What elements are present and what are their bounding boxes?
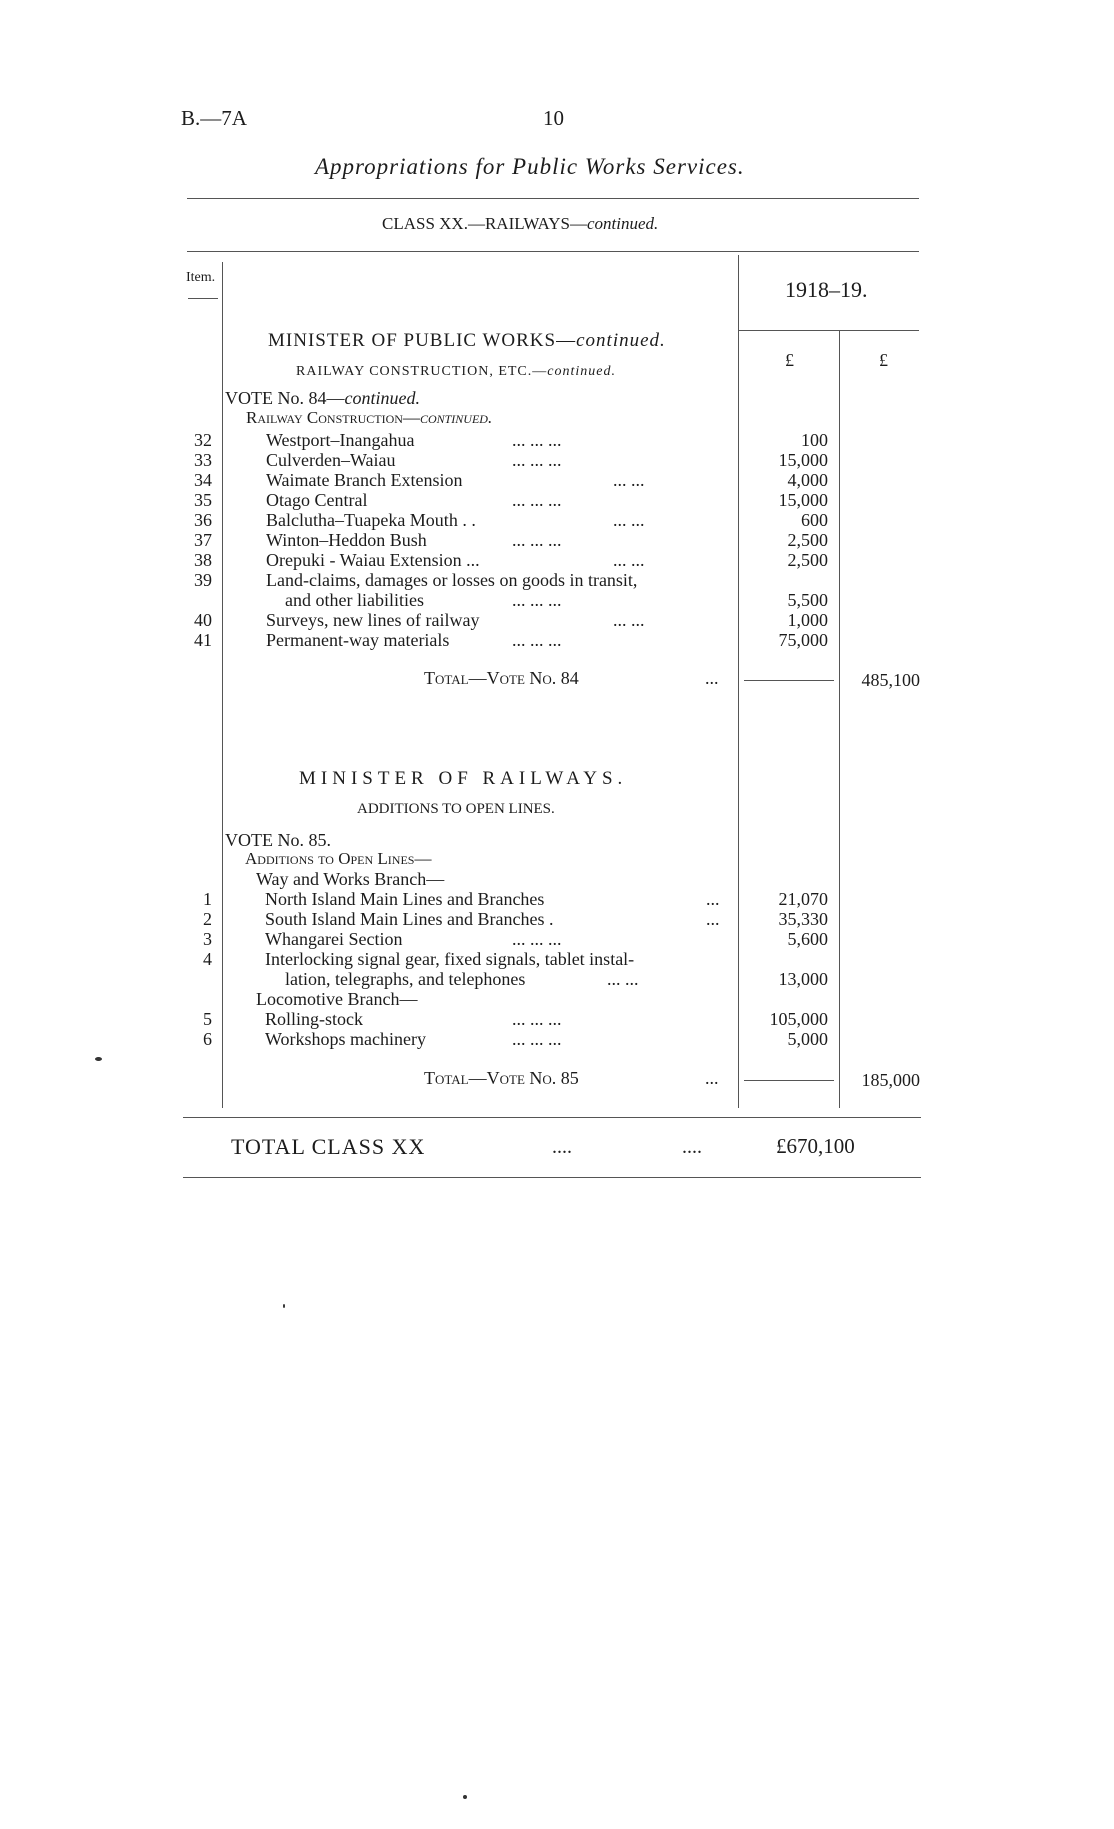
railway-construction-subheading: RAILWAY CONSTRUCTION, ETC.—continued. [296, 364, 616, 379]
leader-dots: ... ... ... [512, 1029, 562, 1049]
leader-dots: ... ... [613, 470, 645, 490]
additions-subheading: ADDITIONS TO OPEN LINES. [357, 801, 555, 817]
leader-dots: ... ... ... [512, 630, 562, 650]
item-description-continued: lation, telegraphs, and telephones [285, 969, 526, 989]
item-number: 3 [203, 929, 212, 949]
additions-group: Additions to Open Lines— [245, 849, 432, 868]
minister-heading-railways: MINISTER OF RAILWAYS. [299, 768, 628, 789]
item-amount: 15,000 [778, 490, 828, 510]
title-rule [187, 198, 919, 199]
item-amount: 5,500 [787, 590, 828, 610]
leader-dots: ... ... ... [512, 530, 562, 550]
item-description: Orepuki - Waiau Extension ... [266, 550, 480, 570]
minister-heading-public-works: MINISTER OF PUBLIC WORKS—continued. [268, 330, 666, 351]
item-description: Otago Central [266, 490, 368, 510]
item-description: Waimate Branch Extension [266, 470, 463, 490]
amount-column-divider-mid [839, 330, 840, 1108]
leader-dots: ... [705, 1068, 719, 1088]
leader-dots: ... ... [613, 510, 645, 530]
railway-construction-group: Railway Construction—continued. [246, 408, 493, 427]
scan-speck [95, 1057, 102, 1061]
item-description-continued: and other liabilities [285, 590, 424, 610]
scan-speck [463, 1795, 467, 1799]
item-number: 37 [194, 530, 212, 550]
item-amount: 21,070 [778, 889, 828, 909]
item-amount: 35,330 [778, 909, 828, 929]
leader-dots: .... [552, 1136, 572, 1158]
item-number: 2 [203, 909, 212, 929]
item-description: Permanent-way materials [266, 630, 450, 650]
item-number: 38 [194, 550, 212, 570]
leader-dots: ... ... ... [512, 430, 562, 450]
item-amount: 13,000 [778, 969, 828, 989]
item-number: 35 [194, 490, 212, 510]
item-number: 32 [194, 430, 212, 450]
way-and-works-branch: Way and Works Branch— [256, 869, 445, 889]
scan-speck [283, 1304, 285, 1308]
item-amount: 5,600 [787, 929, 828, 949]
item-amount: 75,000 [778, 630, 828, 650]
item-amount: 4,000 [787, 470, 828, 490]
leader-dots: ... ... ... [512, 1009, 562, 1029]
item-number: 34 [194, 470, 212, 490]
item-amount: 2,500 [787, 550, 828, 570]
leader-dots: ... ... [613, 550, 645, 570]
item-number: 41 [194, 630, 212, 650]
year-column-header: 1918–19. [785, 277, 868, 302]
leader-dots: ... [705, 668, 719, 688]
item-number: 4 [203, 949, 212, 969]
item-number: 1 [203, 889, 212, 909]
table-top-rule [187, 251, 919, 252]
grand-total-bottom-rule [183, 1177, 921, 1178]
item-column-divider [222, 262, 223, 1108]
leader-dots: ... ... [613, 610, 645, 630]
vote-84-heading: VOTE No. 84—continued. [225, 388, 420, 408]
item-description: Balclutha–Tuapeka Mouth . . [266, 510, 476, 530]
currency-label-right: £ [879, 350, 888, 370]
item-description: South Island Main Lines and Branches . [265, 909, 554, 929]
grand-total-amount: £670,100 [776, 1134, 855, 1158]
item-amount: 600 [801, 510, 828, 530]
vote-85-heading: VOTE No. 85. [225, 830, 331, 850]
leader-dots: ... ... ... [512, 929, 562, 949]
item-amount: 5,000 [787, 1029, 828, 1049]
year-header-underline [739, 330, 919, 331]
item-number: 40 [194, 610, 212, 630]
item-column-header: Item. [186, 270, 216, 285]
item-description: Workshops machinery [265, 1029, 427, 1049]
item-number: 39 [194, 570, 212, 590]
document-ref: B.—7A [181, 106, 247, 130]
currency-label-left: £ [785, 350, 794, 370]
item-description: Winton–Heddon Bush [266, 530, 427, 550]
item-amount: 105,000 [769, 1009, 828, 1029]
item-amount: 100 [801, 430, 828, 450]
vote-84-total-label: Total—Vote No. 84 [424, 668, 579, 688]
item-amount: 1,000 [787, 610, 828, 630]
leader-dots: ... ... ... [512, 490, 562, 510]
item-number: 5 [203, 1009, 212, 1029]
leader-dots: ... ... [607, 969, 639, 989]
item-description: Land-claims, damages or losses on goods in transit, [266, 570, 638, 590]
leader-dots: ... ... ... [512, 450, 562, 470]
item-description: Rolling-stock [265, 1009, 363, 1029]
locomotive-branch: Locomotive Branch— [256, 989, 418, 1009]
vote-84-total-amount: 485,100 [861, 670, 920, 690]
item-description: Interlocking signal gear, fixed signals, tablet instal- [265, 949, 635, 969]
item-description: Surveys, new lines of railway [266, 610, 480, 630]
vote-85-total-label: Total—Vote No. 85 [424, 1068, 579, 1088]
item-number: 6 [203, 1029, 212, 1049]
vote-85-total-amount: 185,000 [861, 1070, 920, 1090]
grand-total-top-rule [183, 1117, 921, 1118]
item-header-underline [188, 298, 218, 299]
leader-dots: .... [682, 1136, 702, 1158]
item-amount: 15,000 [778, 450, 828, 470]
item-number: 33 [194, 450, 212, 470]
grand-total-label: TOTAL CLASS XX [231, 1134, 426, 1159]
item-description: Westport–Inangahua [266, 430, 415, 450]
item-description: North Island Main Lines and Branches [265, 889, 545, 909]
page-number: 10 [543, 106, 564, 130]
leader-dots: ... ... ... [512, 590, 562, 610]
item-amount: 2,500 [787, 530, 828, 550]
item-number: 36 [194, 510, 212, 530]
leader-dots: ... [706, 889, 720, 909]
item-description: Culverden–Waiau [266, 450, 396, 470]
leader-dots: ... [706, 909, 720, 929]
item-description: Whangarei Section [265, 929, 403, 949]
class-heading: CLASS XX.—RAILWAYS—continued. [382, 214, 659, 233]
page-title: Appropriations for Public Works Services. [315, 154, 745, 179]
